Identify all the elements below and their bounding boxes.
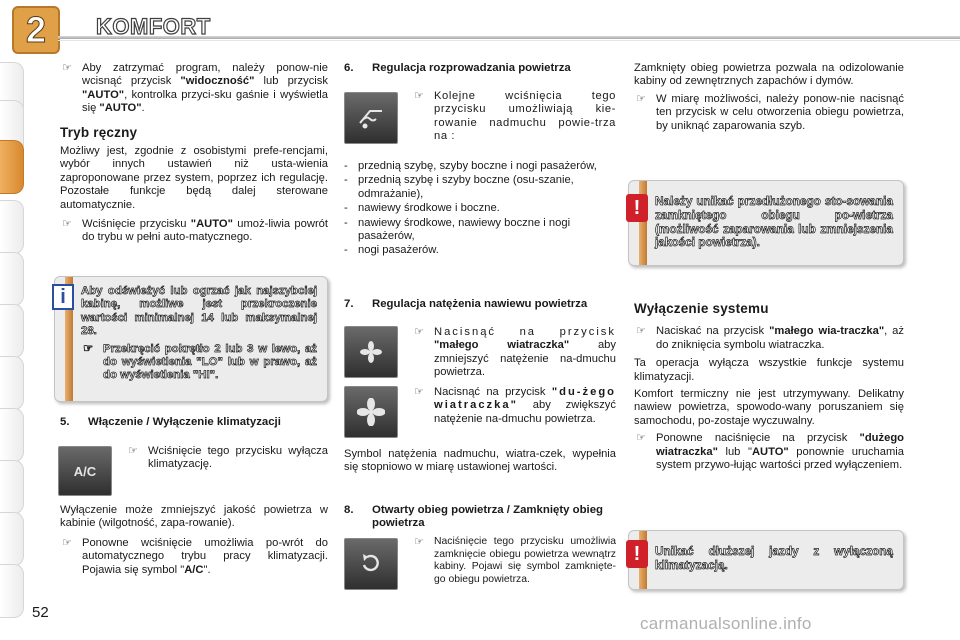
small-fan-icon <box>360 341 382 363</box>
info-note <box>54 276 328 402</box>
big-fan-icon <box>357 398 385 426</box>
chapter-tab-10[interactable] <box>0 512 24 566</box>
chapter-badge <box>12 6 60 54</box>
chapter-number: 2 <box>25 9 47 50</box>
air-distribution-icon <box>356 105 386 131</box>
small-fan-button[interactable] <box>344 326 398 378</box>
big-fan-button[interactable] <box>344 386 398 438</box>
pointer-icon: ☞ <box>636 325 646 338</box>
pointer-icon: ☞ <box>62 536 72 549</box>
list-item: - nawiewy środkowe i boczne. <box>344 202 500 215</box>
chapter-tab-4[interactable] <box>0 200 24 254</box>
manual-paragraph: Możliwy jest, zgodnie z osobistymi prefe-rencjami, wybór innych ustawień niż usta-wienia zaproponowane przez system, poprzez ich regulację. Pozostałe funkcje będą dalej sterowane automatycznie. <box>60 145 328 211</box>
bullet-auto-return: ☞ Wciśnięcie przycisku "AUTO" umoż-liwia powrót do trybu w pełni auto-matycznego. <box>62 218 328 244</box>
list-item: - przednią szybę, szyby boczne i nogi pasażerów, <box>344 160 597 172</box>
pointer-icon: ☞ <box>414 386 424 398</box>
item-5 <box>60 416 328 435</box>
chapter-tab-6[interactable] <box>0 304 24 358</box>
chapter-tab-5[interactable] <box>0 252 24 306</box>
item-6 <box>344 62 616 81</box>
ac-button[interactable]: A/C <box>58 446 112 496</box>
list-item: - przednią szybę i szyby boczne (osu-szanie, odmrażanie), <box>344 174 574 200</box>
chapter-tab-9[interactable] <box>0 460 24 514</box>
item-5-text: ☞ Wciśnięcie tego przycisku wyłącza klimatyzację. <box>128 445 328 471</box>
warning-icon: ! <box>626 194 648 222</box>
watermark: carmanualsonline.info <box>640 614 812 633</box>
bullet-small-fan-off: ☞ Naciskać na przycisk "małego wia-traczka", aż do zniknięcia symbolu wiatraczka. <box>636 325 904 351</box>
recirculation-button[interactable] <box>344 538 398 590</box>
section-title-system-off: Wyłączenie systemu <box>634 301 769 316</box>
bullet-stop-program: ☞ Aby zatrzymać program, należy ponow-nie wcisnąć przycisk "widoczność" lub przycisk "AUTO", kontrolka przyci-sku gaśnie i wyświetla się "AUTO". <box>62 62 328 115</box>
header-rule-thin <box>58 40 960 41</box>
info-note-bullet: ☞ Przekręcić pokrętło 2 lub 3 w lewo, aż do wyświetlenia "LO" lub w prawo, aż do wyświetlenia "HI". <box>83 342 317 382</box>
pointer-icon: ☞ <box>62 218 72 231</box>
warning-icon: ! <box>626 540 648 568</box>
item-7-paragraph: Symbol natężenia nadmuchu, wiatra-czek, wypełnia się stopniowo w miarę ustawionej wartości. <box>344 448 616 474</box>
pointer-icon: ☞ <box>128 445 138 457</box>
item-8-text: ☞ Naciśnięcie tego przycisku umożliwia zamknięcie obiegu powietrza wewnątrz kabiny. Pojawi się symbol zamknięte-go obiegu powietrza. <box>414 536 616 585</box>
list-item: - nogi pasażerów. <box>344 244 439 257</box>
comfort-paragraph: Komfort termiczny nie jest utrzymywany. Delikatny nawiew powietrza, spowodo-wany poruszaniem się samochodu, po-zostaje wyczuwalny. <box>634 388 904 427</box>
bullet-big-fan-restart: ☞ Ponowne naciśnięcie na przycisk "dużego wiatraczka" lub "AUTO" ponownie uruchamia system przywo-łując wartości przed wyłączeniem. <box>636 432 904 472</box>
warning-note-ac-off: Unikać dłuższej jazdy z wyłączoną klimatyzacją. <box>628 530 904 590</box>
info-note-text: Aby odświeżyć lub ogrzać jak najszybciej kabinę, możliwe jest przekroczenie wartości minimalnej 14 lub maksymalnej 28. ☞ Przekręcić pokrętło 2 lub 3 w lewo, aż do wyświetlenia "LO" lub w prawo, aż do wyświetlenia "HI". <box>81 285 317 382</box>
chapter-tab-active[interactable] <box>0 140 24 194</box>
chapter-tab-8[interactable] <box>0 408 24 462</box>
pointer-icon: ☞ <box>414 536 424 548</box>
warning-note-recirculation: Należy unikać przedłużonego sto-sowania zamkniętego obiegu po-wietrza (możliwość zaparowania lub zmniejszenia jakości powietrza). <box>628 180 904 266</box>
page-title: KOMFORT <box>96 14 211 39</box>
air-distribution-button[interactable] <box>344 92 398 144</box>
pointer-icon: ☞ <box>636 92 646 105</box>
ac-off-section <box>60 504 328 582</box>
item-6-heading: 6. Regulacja rozprowadzania powietrza <box>344 62 571 74</box>
item-5-heading: 5. Włączenie / Wyłączenie klimatyzacji <box>60 416 281 428</box>
pointer-icon: ☞ <box>62 62 72 74</box>
item-7-heading: 7. Regulacja natężenia nawiewu powietrza <box>344 298 588 310</box>
item-8-heading: 8. Otwarty obieg powietrza / Zamknięty obieg powietrza <box>344 504 604 530</box>
bullet-avoid-fogging: ☞ W miarę możliwości, należy ponow-nie nacisnąć ten przycisk w celu otworzenia obiegu powietrza, by uniknąć zaparowania szyb. <box>636 92 904 132</box>
info-icon: i <box>52 284 74 310</box>
item-7 <box>344 298 616 317</box>
system-off-section <box>634 296 904 477</box>
section-title-manual: Tryb ręczny <box>60 124 138 140</box>
item-7-bullet-1: ☞ Nacisnąć na przycisk "małego wiatraczka" aby zmniejszyć natężenie na-dmuchu powietrza. <box>414 326 616 379</box>
pointer-icon: ☞ <box>636 432 646 445</box>
bullet-ac-return: ☞ Ponowne wciśnięcie umożliwia po-wrót do automatycznego trybu pracy klimatyzacji. Pojawia się symbol "A/C". <box>62 536 328 576</box>
item-6-text: ☞ Kolejne wciśnięcia tego przycisku umożliwiają kie-rowanie nadmuchu powie-trza na : <box>414 90 616 143</box>
item-8 <box>344 504 616 537</box>
chapter-tab-7[interactable] <box>0 356 24 410</box>
pointer-icon: ☞ <box>83 342 94 355</box>
column-1 <box>60 62 328 250</box>
recirculation-icon <box>358 551 384 577</box>
operation-paragraph: Ta operacja wyłącza wszystkie funkcje systemu klimatyzacji. <box>634 357 904 383</box>
page-number: 52 <box>32 604 49 621</box>
column-3 <box>634 62 904 138</box>
list-item: - nawiewy środkowe, nawiewy boczne i nogi pasażerów, <box>344 216 571 243</box>
pointer-icon: ☞ <box>414 90 425 102</box>
item-7-bullet-2: ☞ Nacisnąć na przycisk "du-żego wiatraczka" aby zwiększyć natężenie na-dmuchu powietrza. <box>414 386 616 425</box>
ac-off-paragraph: Wyłączenie może zmniejszyć jakość powietrza w kabinie (wilgotność, zapa-rowanie). <box>60 504 328 530</box>
chapter-tab-11[interactable] <box>0 564 24 618</box>
pointer-icon: ☞ <box>414 326 424 338</box>
air-distribution-list <box>344 160 616 259</box>
closed-circuit-paragraph: Zamknięty obieg powietrza pozwala na odizolowanie kabiny od zewnętrznych zapachów i dymów. <box>634 62 904 88</box>
